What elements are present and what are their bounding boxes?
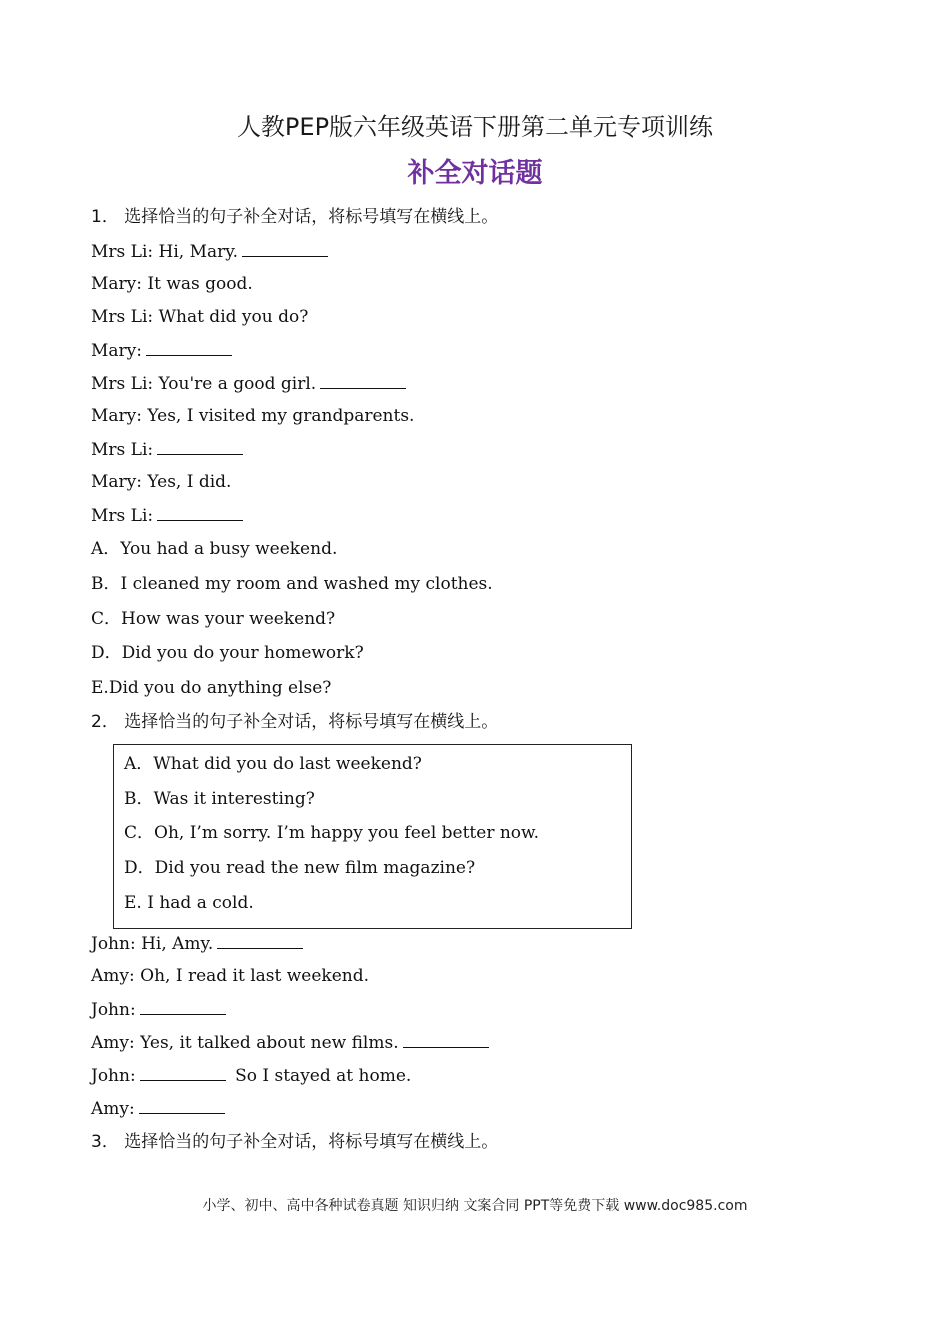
q1-option-c: C．How was your weekend? [91,609,336,629]
q2-option-d: D．Did you read the new film magazine? [124,858,476,878]
answer-blank[interactable] [139,1095,225,1114]
answer-blank[interactable] [320,370,406,389]
q2-line-1-text: John: Hi, Amy. [91,934,214,954]
answer-blank[interactable] [140,1062,226,1081]
q1-line-5-text: Mrs Li: You're a good girl. [91,374,317,394]
q2-instruction: 2． 选择恰当的句子补全对话，将标号填写在横线上。 [91,712,499,732]
page-footer: 小学、初中、高中各种试卷真题 知识归纳 文案合同 PPT等免费下载 www.doc985.com [202,1198,748,1214]
answer-blank[interactable] [157,436,243,455]
q2-line-3-text: John: [91,1000,136,1020]
q1-line-1 [91,238,328,265]
q1-option-b: B．I cleaned my room and washed my clothes. [91,574,493,594]
q1-instruction: 1． 选择恰当的句子补全对话，将标号填写在横线上。 [91,207,499,227]
q1-line-5 [91,370,406,397]
q3-instruction: 3． 选择恰当的句子补全对话，将标号填写在横线上。 [91,1132,499,1152]
q2-line-4-text: Amy: Yes, it talked about new films. [91,1033,399,1053]
document-title: 人教PEP版六年级英语下册第二单元专项训练 [236,113,714,141]
q1-line-2: Mary: It was good. [91,274,253,294]
q2-option-a: A．What did you do last weekend? [124,754,422,774]
answer-blank[interactable] [146,337,232,356]
q2-line-3 [91,996,226,1023]
q1-line-8: Mary: Yes, I did. [91,472,232,492]
document-subtitle: 补全对话题 [407,158,543,189]
q1-line-1-text: Mrs Li: Hi, Mary. [91,242,239,262]
q2-line-5-tail: So I stayed at home. [235,1066,412,1086]
q1-line-4-text: Mary: [91,341,142,361]
q2-line-5 [91,1062,411,1089]
q1-line-7-text: Mrs Li: [91,440,154,460]
answer-blank[interactable] [403,1029,489,1048]
q2-line-2: Amy: Oh, I read it last weekend. [91,966,370,986]
q2-line-1 [91,930,303,957]
answer-blank[interactable] [242,238,328,257]
q1-option-e: E.Did you do anything else? [91,678,332,698]
q1-line-3: Mrs Li: What did you do? [91,307,309,327]
q1-line-9 [91,502,243,529]
answer-blank[interactable] [157,502,243,521]
q1-option-a: A．You had a busy weekend. [91,539,338,559]
q2-option-c: C．Oh, I’m sorry. I’m happy you feel better now. [124,823,539,843]
q2-line-6 [91,1095,225,1122]
q2-line-5-text: John: [91,1066,136,1086]
answer-blank[interactable] [140,996,226,1015]
q2-options-box [113,744,632,929]
q1-line-6: Mary: Yes, I visited my grandparents. [91,406,415,426]
q2-option-e: E. I had a cold. [124,893,254,913]
q2-option-b: B．Was it interesting? [124,789,315,809]
q2-line-4 [91,1029,489,1056]
q1-line-9-text: Mrs Li: [91,506,154,526]
q2-line-6-text: Amy: [91,1099,135,1119]
q1-line-4 [91,337,232,364]
answer-blank[interactable] [217,930,303,949]
q1-option-d: D．Did you do your homework? [91,643,364,663]
q1-line-7 [91,436,243,463]
